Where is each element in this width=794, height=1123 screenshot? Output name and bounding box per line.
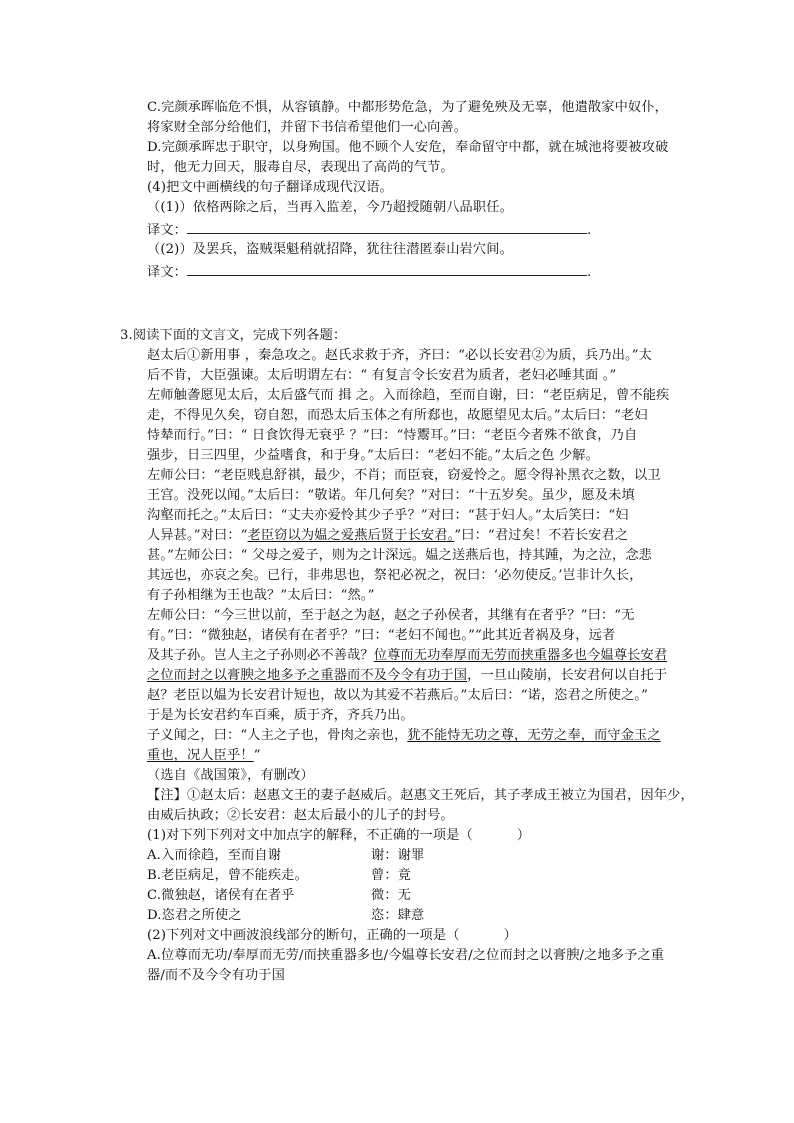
passage-line [147,746,261,766]
passage-line: 走，不得见久矣，窃自恕，而恐太后玉体之有所郄也，故愿望见太后。”太后曰：“老妇 [147,408,648,423]
passage-line: 赵？老臣以媪为长安君计短也，故以为其爱不若燕后。”太后曰：“诺，恣君之所使之。” [147,688,648,703]
option-text: D.恣君之所使之 [147,908,242,923]
option-d-line-2: 时，他无力回天，服毒自尽，表现出了高尚的气节。 [147,160,454,175]
choice-option-c[interactable] [147,886,295,906]
annotation-note: 由威后执政；②长安君：赵太后最小的儿子的封号。 [147,808,454,823]
passage-line: 有。”曰：“微独赵，诸侯有在者乎？”曰：“老妇不闻也。”“此其近者祸及身，远者 [147,628,616,643]
choice-option-a-line-2: 器/而不及今令有功于国 [147,968,285,983]
passage-line: 左师公曰：“今三世以前，至于赵之为赵，赵之子孙侯者，其继有在者乎？”曰：“无 [147,608,635,623]
passage-line: 左师公曰：“老臣贱息舒祺，最少，不肖；而臣衰，窃爱怜之。愿令得补黑衣之数，以卫 [147,468,661,483]
choice-option-d[interactable] [147,906,242,926]
passage-text: ” [253,748,261,763]
passage-text: ，一旦山陵崩，长安君何以自托于 [467,668,668,683]
passage-line [147,666,667,686]
passage-line: 其远也，亦哀之矣。已行，非弗思也，祭祀必祝之，祝曰：‘必勿使反。’岂非计久长， [147,568,643,583]
option-text: C.微独赵，诸侯有在者乎 [147,888,295,903]
passage-line: 甚。”左师公曰：“ 父母之爱子，则为之计深远。媪之送燕后也，持其踵，为之泣，念悲 [147,548,653,563]
option-text: A.入而徐趋，至而自谢 [147,848,282,863]
passage-text: 子义闻之，曰：“人主之子也，骨肉之亲也， [147,728,408,743]
passage-text: 及其子孙。岂人主之子孙则必不善哉？ [147,648,374,663]
answer-line-2 [147,262,591,283]
answer-line-end-2: . [587,265,592,280]
choice-option-b-gloss: 曾：竟 [371,868,412,883]
sub-question-2 [147,926,517,946]
passage-text: 人异甚。”对曰：“ [147,528,248,543]
annotation-note: 【注】①赵太后：赵惠文王的妻子赵威后。赵惠文王死后，其子孝成王被立为国君，因年少， [147,788,694,803]
sub-question-4: (4)把文中画横线的句子翻译成现代汉语。 [147,180,393,195]
choice-option-c-gloss: 微：无 [371,888,412,903]
underlined-sentence: 犹不能恃无功之尊，无劳之奉，而守金玉之 [407,728,661,743]
answer-label-2: 译文： [147,265,188,280]
passage-line: 强步，日三四里，少益嗜食，和于身。”太后曰：“老妇不能。”太后之色 少解。 [147,448,599,463]
choice-option-a-line-1[interactable]: A.位尊而无功/奉厚而无劳/而挟重器多也/今媪尊长安君/之位而封之以膏腴/之地多予之重 [147,948,665,963]
answer-blank-1[interactable] [187,220,587,234]
underlined-sentence: 老臣窃以为媪之爱燕后贤于长安君。 [247,528,455,543]
sub-question-2-text: (2)下列对文中画波浪线部分的断句，正确的一项是（ [147,928,460,943]
choice-option-b[interactable] [147,866,308,886]
wavy-underlined-passage: 之位而封之以膏腴之地多予之重器而不及今令有功于国 [147,668,468,683]
passage-line [147,526,628,546]
option-c-line-1: C.完颜承晖临危不惧，从容镇静。中都形势危急，为了避免殃及无辜，他遣散家中奴仆， [147,100,668,115]
passage-line: 沟壑而托之。”太后曰：“丈夫亦爱怜其少子乎？”对曰：“甚于妇人。”太后笑曰：“妇 [147,508,629,523]
option-d-line-1: D.完颜承晖忠于职守，以身殉国。他不顾个人安危，奉命留守中都，就在城池将要被攻破 [147,140,669,155]
passage-line: 赵太后①新用事 ，秦急攻之。赵氏求救于齐，齐曰：“必以长安君②为质，兵乃出。”太 [147,348,653,363]
choice-option-a[interactable] [147,846,281,866]
bracket-close: ） [503,928,517,943]
bracket-close: ） [516,828,531,843]
answer-label-1: 译文： [147,223,188,238]
sub-question-1 [147,826,530,846]
question-3-title: 3.阅读下面的文言文，完成下列各题： [120,328,347,343]
underlined-sentence: 重也，况人臣乎！ [147,748,254,763]
translate-sentence-2: （(2)）及罢兵，盗贼渠魁稍就招降，犹往往潜匿泰山岩穴间。 [147,242,513,257]
choice-option-d-gloss: 恣：肆意 [371,908,425,923]
passage-text: ”曰：“君过矣！不若长安君之 [454,528,629,543]
choice-option-a-gloss: 谢：谢罪 [371,848,425,863]
answer-blank-2[interactable] [187,262,587,276]
option-c-line-2: 将家财全部分给他们，并留下书信希望他们一心向善。 [147,120,468,135]
passage-line: 后不肯，大臣强谏。太后明谓左右：“ 有复言令长安君为质者，老妇必唾其面 。” [147,368,617,383]
passage-line [147,726,661,746]
answer-line-1 [147,220,591,241]
passage-line: 左师触詟愿见太后，太后盛气而 揖 之。入而徐趋，至而自谢，曰：“老臣病足，曾不能疾 [147,388,670,403]
passage-line: 王宫。没死以闻。”太后曰：“敬诺。年几何矣？”对曰：“十五岁矣。虽少，愿及未填 [147,488,635,503]
passage-line: 有子孙相继为王也哉？”太后曰：“然。” [147,588,375,603]
wavy-underlined-passage: 位尊而无功奉厚而无劳而挟重器多也今媪尊长安君 [373,648,668,663]
answer-line-end-1: . [587,223,592,238]
passage-line [147,646,667,666]
passage-line: 于是为长安君约车百乘，质于齐，齐兵乃出。 [147,708,414,723]
translate-sentence-1: （(1)）依格两除之后，当再入监差，今乃超授随朝八品职任。 [147,200,513,215]
passage-line: 恃辇而行。”曰：“ 日食饮得无衰乎 ？”曰：“恃鬻耳。”曰：“老臣今者殊不欲食，乃自 [147,428,638,443]
sub-question-1-text: (1)对下列下列对文中加点字的解释，不正确的一项是（ [147,828,473,843]
option-text: B.老臣病足，曾不能疾走。 [147,868,308,883]
passage-source: （选自《战国策》，有删改） [147,768,314,783]
